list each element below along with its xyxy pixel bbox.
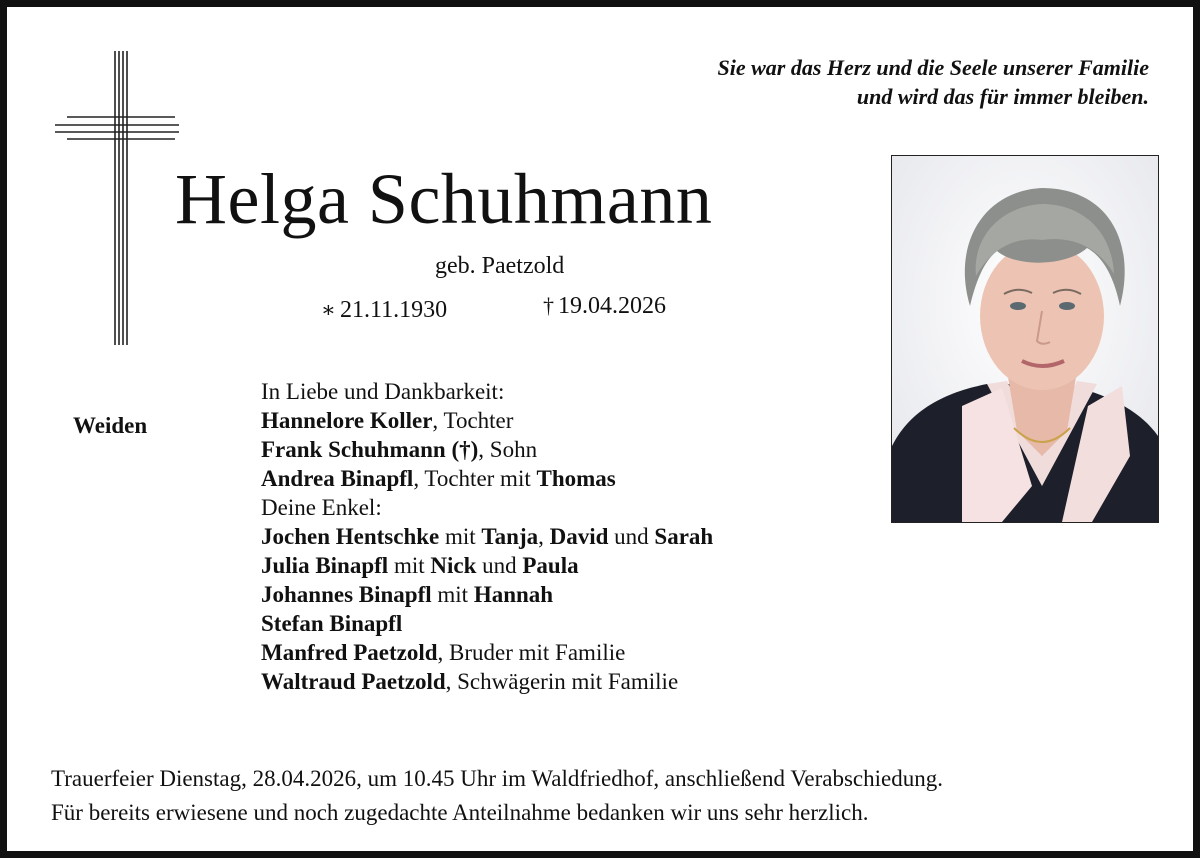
death-dagger-icon: † <box>543 293 554 318</box>
mourner-name: Hannah <box>473 582 554 607</box>
birth-date-value: 21.11.1930 <box>339 297 448 323</box>
mourner-name: Hannelore Koller <box>261 408 433 433</box>
mourners-list <box>261 377 713 696</box>
funeral-info <box>51 762 943 830</box>
mourner-line <box>261 667 713 696</box>
mourner-relation: mit <box>439 524 482 549</box>
mourner-name: Thomas <box>536 466 616 491</box>
mourner-relation: , <box>538 524 550 549</box>
quote-line-2: und wird das für immer bleiben. <box>856 84 1149 109</box>
mourner-line <box>261 435 713 464</box>
mourner-name: Stefan Binapfl <box>261 611 403 636</box>
memorial-quote <box>718 53 1149 111</box>
mourner-relation: , Bruder mit Familie <box>437 640 626 665</box>
birth-date <box>321 297 447 324</box>
death-date-value: 19.04.2026 <box>558 293 666 319</box>
mourner-relation: mit <box>388 553 431 578</box>
mourner-relation: , Sohn <box>478 437 538 462</box>
portrait-photo <box>891 155 1159 523</box>
mourner-relation: Deine Enkel: <box>261 495 382 520</box>
mourner-relation: , Schwägerin mit Familie <box>445 669 679 694</box>
mourner-name: Tanja <box>481 524 539 549</box>
mourner-name: Paula <box>522 553 579 578</box>
mourner-line <box>261 638 713 667</box>
mourner-line <box>261 551 713 580</box>
mourner-line <box>261 493 713 522</box>
mourner-relation: , Tochter <box>432 408 514 433</box>
mourner-name: Nick <box>430 553 477 578</box>
place-name: Weiden <box>73 413 148 438</box>
mourner-relation: , Tochter mit <box>413 466 537 491</box>
mourner-name: Julia Binapfl <box>261 553 389 578</box>
mourner-name: Waltraud Paetzold <box>261 669 446 694</box>
cross-icon <box>47 45 179 345</box>
mourner-name: Andrea Binapfl <box>261 466 414 491</box>
mourner-name: David <box>549 524 609 549</box>
mourner-name: Johannes Binapfl <box>261 582 432 607</box>
mourner-name: Manfred Paetzold <box>261 640 438 665</box>
mourner-relation: mit <box>431 582 474 607</box>
mourner-name: Frank Schuhmann (†) <box>261 437 479 462</box>
thanks-text: Für bereits erwiesene und noch zugedachte Anteilnahme bedanken wir uns sehr herzlich. <box>51 800 869 825</box>
mourner-line <box>261 609 713 638</box>
mourner-relation: und <box>476 553 523 578</box>
mourner-name: Jochen Hentschke <box>261 524 440 549</box>
mourner-line <box>261 522 713 551</box>
mourner-name: Sarah <box>654 524 714 549</box>
deceased-name: Helga Schuhmann <box>175 159 713 239</box>
maiden-name: geb. Paetzold <box>435 253 565 279</box>
mourner-line <box>261 464 713 493</box>
mourner-line <box>261 580 713 609</box>
funeral-service-text: Trauerfeier Dienstag, 28.04.2026, um 10.45 Uhr im Waldfriedhof, anschließend Verabschiedung. <box>51 766 943 791</box>
mourner-relation: und <box>608 524 655 549</box>
quote-line-1: Sie war das Herz und die Seele unserer Familie <box>717 55 1149 80</box>
mourners-intro: In Liebe und Dankbarkeit: <box>261 379 505 404</box>
mourner-line <box>261 406 713 435</box>
death-date <box>543 293 666 320</box>
birth-star-icon: ∗ <box>321 297 336 322</box>
